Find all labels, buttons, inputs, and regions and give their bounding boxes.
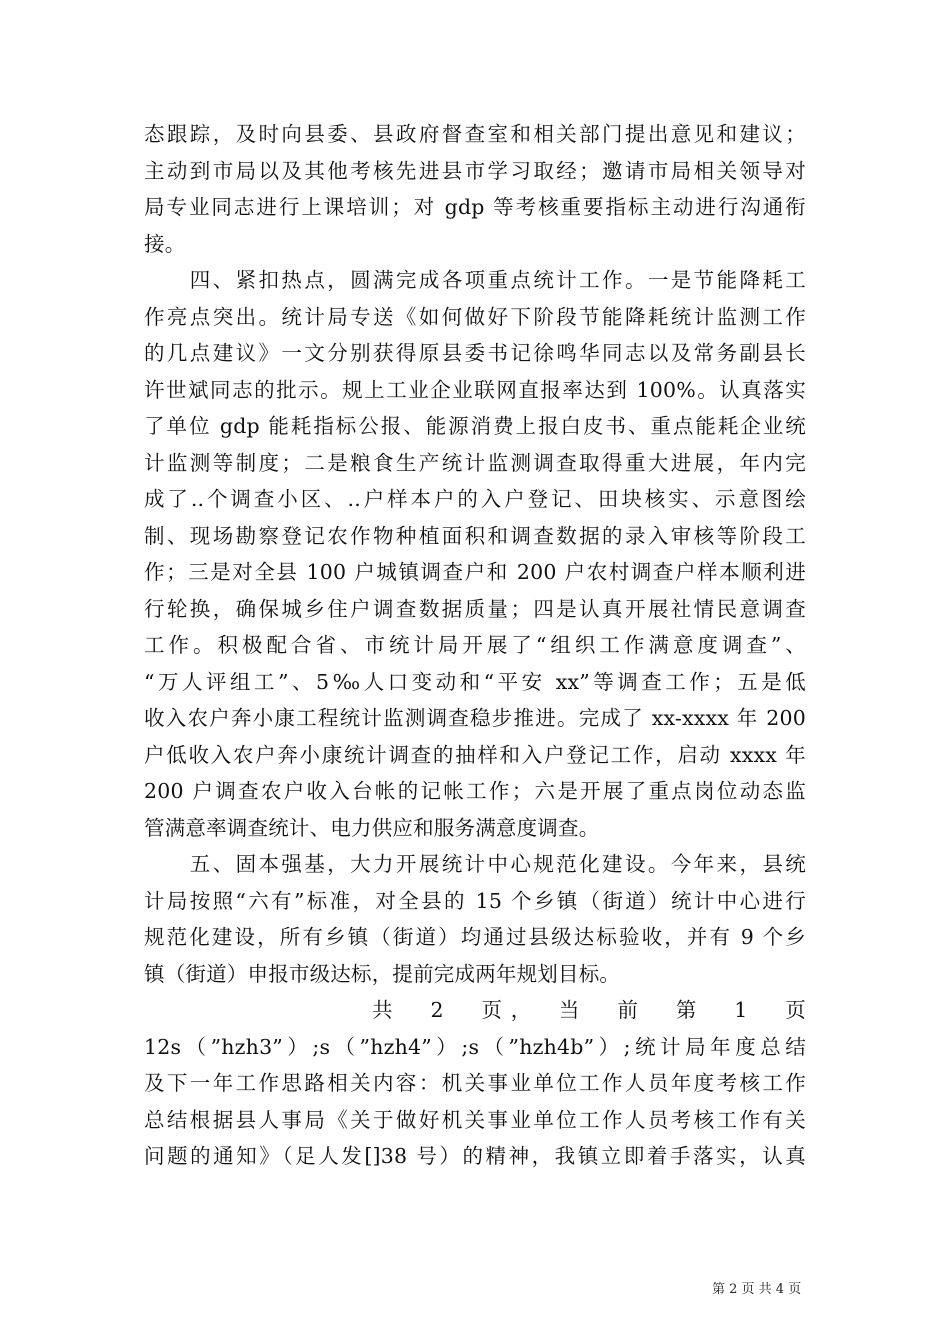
document-body <box>144 116 806 1175</box>
text-line: 户低收入农户奔小康统计调查的抽样和入户登记工作，启动 xxxx 年 <box>144 742 806 767</box>
text-line: 管满意率调查统计、电力供应和服务满意度调查。 <box>144 815 600 840</box>
text-line: 五、固本强基，大力开展统计中心规范化建设。今年来，县统 <box>144 852 806 876</box>
text-line: 镇（街道）申报市级达标，提前完成两年规划目标。 <box>144 961 621 986</box>
main-paragraphs <box>144 116 806 992</box>
text-line: 主动到市局以及其他考核先进县市学习取经；邀请市局相关领导对 <box>144 158 806 183</box>
text-line: 态跟踪，及时向县委、县政府督查室和相关部门提出意见和建议； <box>144 122 806 146</box>
text-line: 了单位 gdp 能耗指标公报、能源消费上报白皮书、重点能耗企业统 <box>144 414 806 438</box>
text-line: 作；三是对全县 100 户城镇调查户和 200 户农村调查户样本顺利进 <box>144 560 806 584</box>
text-line: 成了..个调查小区、..户样本户的入户登记、田块核实、示意图绘 <box>144 487 806 511</box>
text-line: 接。 <box>144 231 186 256</box>
page-footer: 第 2 页 共 4 页 <box>712 1282 802 1297</box>
text-line: “万人评组工”、5‰人口变动和“平安 xx”等调查工作；五是低 <box>144 669 806 694</box>
text-line: 计局按照“六有”标准，对全县的 15 个乡镇（街道）统计中心进行 <box>144 888 806 913</box>
text-line: 计监测等制度；二是粮食生产统计监测调查取得重大进展，年内完 <box>144 450 806 475</box>
text-line: 规范化建设，所有乡镇（街道）均通过县级达标验收，并有 9 个乡 <box>144 925 806 949</box>
text-line: 制、现场勘察登记农作物种植面积和调查数据的录入审核等阶段工 <box>144 523 806 548</box>
text-line: 及下一年工作思路相关内容：机关事业单位工作人员年度考核工作 <box>144 1071 806 1095</box>
text-line: 局专业同志进行上课培训；对 gdp 等考核重要指标主动进行沟通衔 <box>144 195 806 219</box>
text-line: 200 户调查农户收入台帐的记帐工作；六是开展了重点岗位动态监 <box>144 779 806 803</box>
text-line: 收入农户奔小康工程统计监测调查稳步推进。完成了 xx-xxxx 年 200 <box>144 706 806 730</box>
pager-line: 共 2 页， 当 前 第 1 页 <box>372 998 806 1022</box>
tail-paragraph <box>144 1029 806 1175</box>
text-line: 问题的通知》（足人发[]38 号）的精神，我镇立即着手落实，认真 <box>144 1144 806 1168</box>
text-line: 作亮点突出。统计局专送《如何做好下阶段节能降耗统计监测工作 <box>144 304 806 329</box>
text-line: 总结根据县人事局《关于做好机关事业单位工作人员考核工作有关 <box>144 1107 806 1132</box>
text-line: 四、紧扣热点，圆满完成各项重点统计工作。一是节能降耗工 <box>144 268 806 292</box>
text-line: 工作。积极配合省、市统计局开展了“组织工作满意度调查”、 <box>144 633 806 657</box>
text-line: 的几点建议》一文分别获得原县委书记徐鸣华同志以及常务副县长 <box>144 341 806 365</box>
text-line: 12s（”hzh3”）;s（”hzh4”）;s（”hzh4b”）;统计局年度总结 <box>144 1034 806 1059</box>
text-line: 许世斌同志的批示。规上工业企业联网直报率达到 100%。认真落实 <box>144 377 806 402</box>
text-line: 行轮换，确保城乡住户调查数据质量；四是认真开展社情民意调查 <box>144 596 806 621</box>
